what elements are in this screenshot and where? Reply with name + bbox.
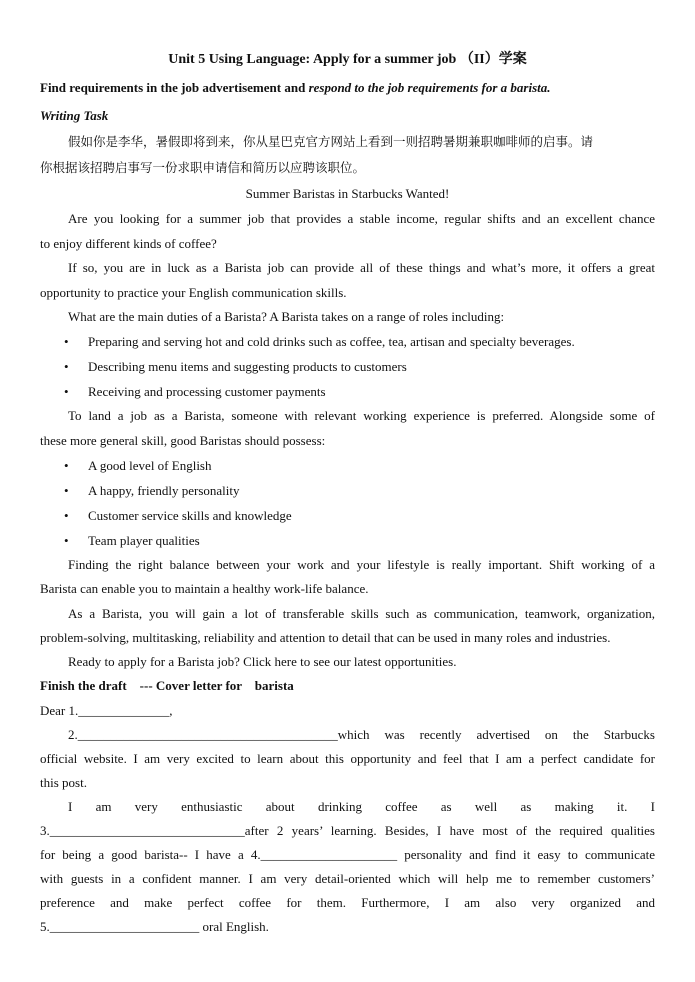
ad-paragraph-6-line-2: problem-solving, multitasking, reliability and attention to detail that can be used in many roles and industries. xyxy=(40,630,611,645)
ad-paragraph-6-line-1: As a Barista, you will gain a lot of transferable skills such as communication, teamwork, organization, xyxy=(68,606,655,621)
quality-list-item xyxy=(64,483,240,499)
quality-list-item xyxy=(64,508,292,524)
ad-paragraph-7: Ready to apply for a Barista job? Click here to see our latest opportunities. xyxy=(68,654,457,669)
ad-paragraph-4-line-2: these more general skill, good Baristas should possess: xyxy=(40,433,326,448)
ad-title: Summer Baristas in Starbucks Wanted! xyxy=(245,186,450,201)
chinese-task-line-1: 假如你是李华，暑假即将到来，你从星巴克官方网站上看到一则招聘暑期兼职咖啡师的启事。请 xyxy=(68,134,594,149)
ad-paragraph-2-line-1: If so, you are in luck as a Barista job can provide all of these things and what’s more, it offers a great xyxy=(68,260,655,275)
letter-paragraph-1-line-3: this post. xyxy=(40,775,87,790)
duty-list-item xyxy=(64,334,575,350)
bullet-icon: • xyxy=(64,483,69,498)
letter-paragraph-2-line-2: 3.______________________________after 2 years’ learning. Besides, I have most of the required qualities xyxy=(40,823,655,838)
letter-paragraph-1-line-1: 2.________________________________________which was recently advertised on the Starbucks xyxy=(68,727,655,742)
letter-paragraph-2-line-4: with guests in a confident manner. I am very detail-oriented which will help me to remember customers’ xyxy=(40,871,655,886)
bullet-icon: • xyxy=(64,458,69,473)
bullet-icon: • xyxy=(64,533,69,548)
duty-list-item xyxy=(64,384,326,400)
quality-text: Customer service skills and knowledge xyxy=(88,508,292,523)
writing-task-heading: Writing Task xyxy=(40,108,109,123)
quality-text: A happy, friendly personality xyxy=(88,483,240,498)
ad-paragraph-5-line-2: Barista can enable you to maintain a healthy work-life balance. xyxy=(40,581,369,596)
page-title: Unit 5 Using Language: Apply for a summer job （II）学案 xyxy=(168,52,527,67)
ad-paragraph-4-line-1: To land a job as a Barista, someone with relevant working experience is preferred. Alongside some of xyxy=(68,408,655,423)
bullet-icon: • xyxy=(64,508,69,523)
letter-paragraph-2-line-3: for being a good barista-- I have a 4._____________________ personality and find it easy to communicate xyxy=(40,847,655,862)
quality-list-item xyxy=(64,533,200,549)
quality-text: Team player qualities xyxy=(88,533,200,548)
quality-text: A good level of English xyxy=(88,458,212,473)
ad-paragraph-3: What are the main duties of a Barista? A Barista takes on a range of roles including: xyxy=(68,309,505,324)
duty-text: Receiving and processing customer payments xyxy=(88,384,326,399)
draft-heading: Finish the draft --- Cover letter for barista xyxy=(40,678,294,693)
letter-paragraph-2-line-6: 5._______________________ oral English. xyxy=(40,919,269,934)
letter-salutation: Dear 1.______________, xyxy=(40,703,173,718)
bullet-icon: • xyxy=(64,384,69,399)
duty-list-item xyxy=(64,359,407,375)
letter-paragraph-2-line-5: preference and make perfect coffee for them. Furthermore, I am also very organized and xyxy=(40,895,655,910)
ad-paragraph-1-line-2: to enjoy different kinds of coffee? xyxy=(40,236,217,251)
letter-paragraph-2-line-1: I am very enthusiastic about drinking coffee as well as making it. I xyxy=(68,799,655,814)
intro-italic-text: respond to the job requirements for a barista. xyxy=(308,80,551,95)
bullet-icon: • xyxy=(64,334,69,349)
intro-bold-text: Find requirements in the job advertisement and xyxy=(40,80,309,95)
ad-paragraph-5-line-1: Finding the right balance between your work and your lifestyle is really important. Shift working of a xyxy=(68,557,655,572)
duty-text: Preparing and serving hot and cold drinks such as coffee, tea, artisan and specialty beverages. xyxy=(88,334,575,349)
quality-list-item xyxy=(64,458,212,474)
ad-paragraph-2-line-2: opportunity to practice your English communication skills. xyxy=(40,285,347,300)
ad-paragraph-1-line-1: Are you looking for a summer job that provides a stable income, regular shifts and an excellent chance xyxy=(68,211,655,226)
bullet-icon: • xyxy=(64,359,69,374)
intro-instruction xyxy=(40,80,551,96)
duty-text: Describing menu items and suggesting products to customers xyxy=(88,359,407,374)
chinese-task-line-2: 你根据该招聘启事写一份求职申请信和简历以应聘该职位。 xyxy=(40,160,366,175)
letter-paragraph-1-line-2: official website. I am very excited to learn about this opportunity and feel that I am a perfect candidate for xyxy=(40,751,655,766)
